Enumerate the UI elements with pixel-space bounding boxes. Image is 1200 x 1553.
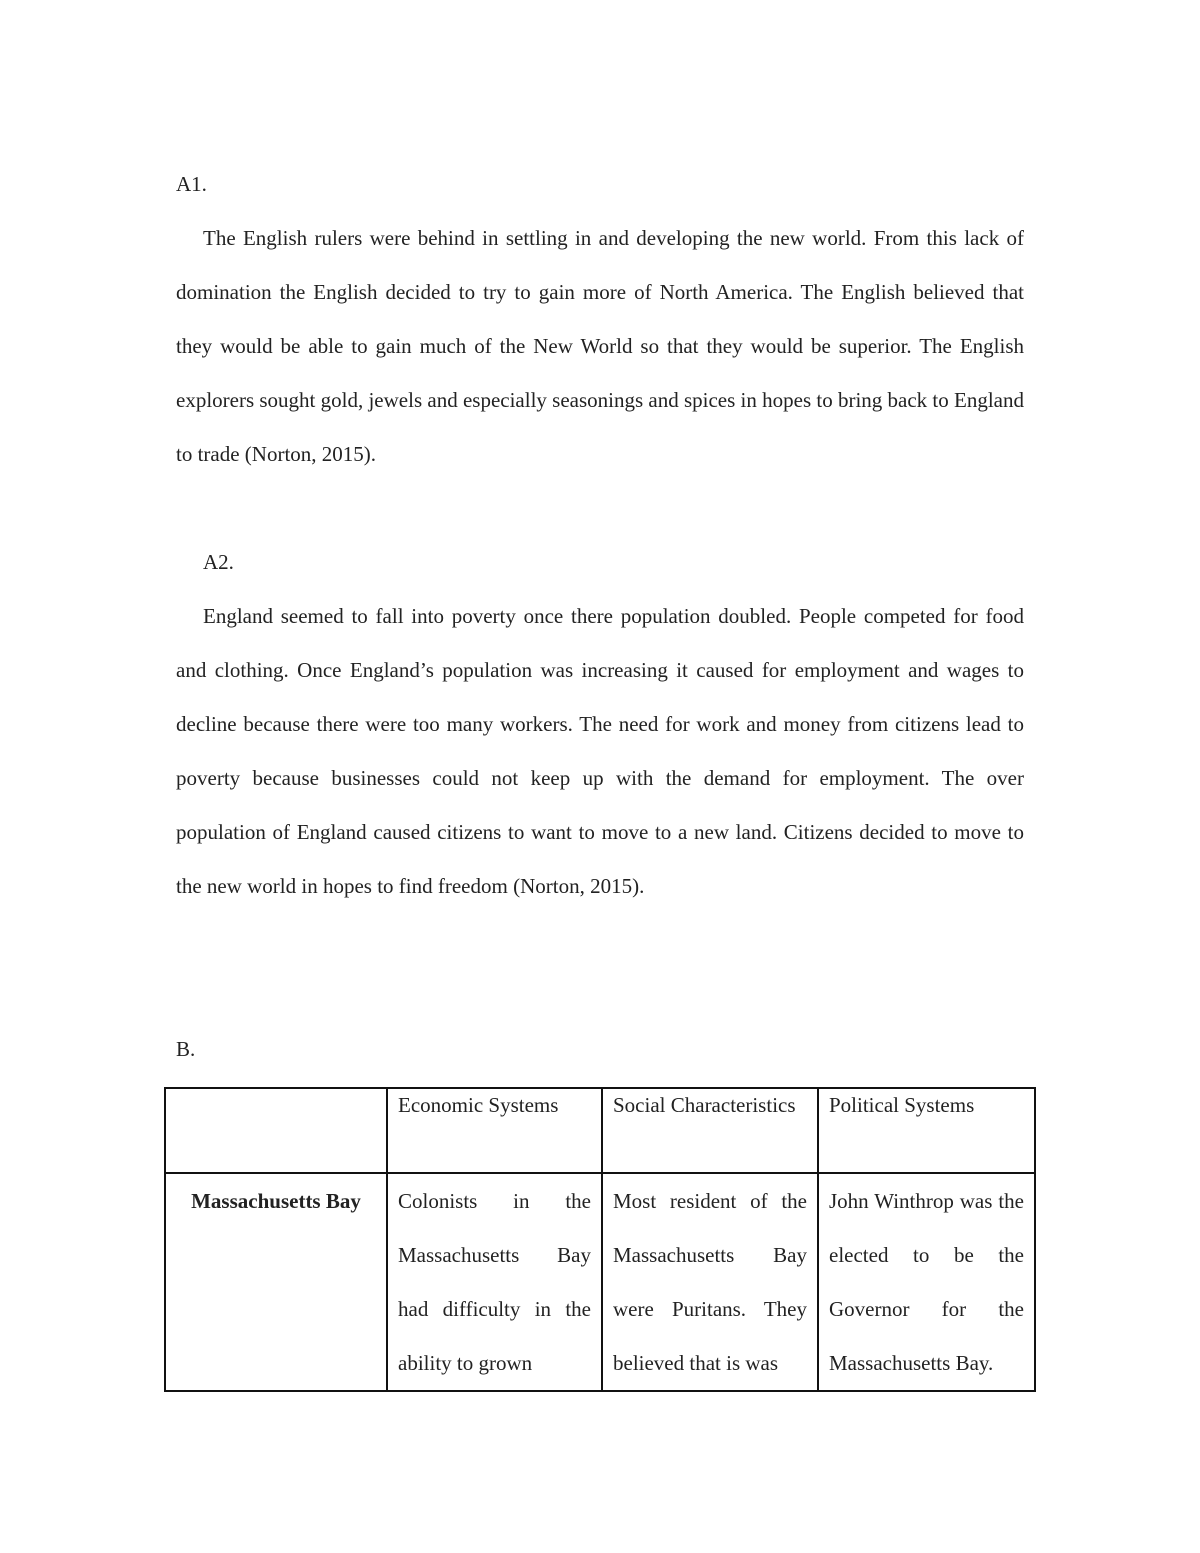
section-b-heading: B. <box>176 1037 196 1061</box>
table-header-cell: Economic Systems <box>387 1088 602 1173</box>
table-header-cell: Political Systems <box>818 1088 1035 1173</box>
table-row-label: Massachusetts Bay <box>165 1173 387 1391</box>
section-a1-paragraph: The English rulers were behind in settling in and developing the new world. From this lack of domination the English decided to try to gain more of North America. The English believed that they would be able to gain much of the New World so that they would be superior. The English explorers sought gold, jewels and especially seasonings and spices in hopes to bring back to England to trade (Norton, 2015). <box>176 226 1024 466</box>
table-cell-political: John Winthrop was the elected to be the Governor for the Massachusetts Bay. <box>818 1173 1035 1391</box>
table-header-cell: Social Characteristics <box>602 1088 818 1173</box>
table-header-cell <box>165 1088 387 1173</box>
section-a1-heading: A1. <box>176 172 207 196</box>
colonies-comparison-table <box>164 1087 1036 1392</box>
section-a2-heading: A2. <box>203 550 234 574</box>
section-a2-paragraph: England seemed to fall into poverty once there population doubled. People competed for food and clothing. Once England’s population was increasing it caused for employment and wages to decline because there were too many workers. The need for work and money from citizens lead to poverty because businesses could not keep up with the demand for employment. The over population of England caused citizens to want to move to a new land. Citizens decided to move to the new world in hopes to find freedom (Norton, 2015). <box>176 604 1024 898</box>
table-header-row <box>165 1088 1035 1173</box>
table-row <box>165 1173 1035 1391</box>
table-cell-economic: Colonists in the Massachusetts Bay had difficulty in the ability to grown <box>387 1173 602 1391</box>
table-cell-social: Most resident of the Massachusetts Bay were Puritans. They believed that is was <box>602 1173 818 1391</box>
